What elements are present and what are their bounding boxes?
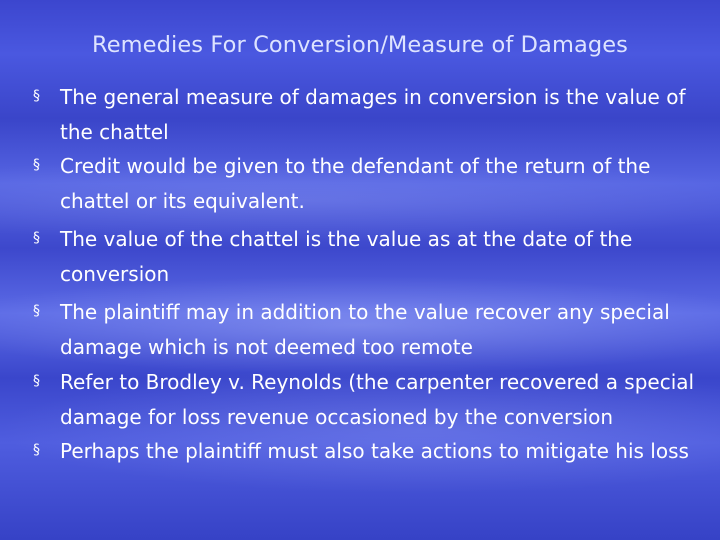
bullet-marker-icon: § bbox=[33, 373, 40, 389]
bullet-item bbox=[30, 149, 710, 218]
bullet-text: The general measure of damages in conversion is the value of the chattel bbox=[60, 85, 686, 144]
bullet-text: Refer to Brodley v. Reynolds (the carpenter recovered a special damage for loss revenue occasioned by the conversion bbox=[60, 370, 695, 429]
bullet-item bbox=[30, 365, 710, 434]
bullet-marker-icon: § bbox=[33, 303, 40, 319]
bullet-text: Perhaps the plaintiff must also take actions to mitigate his loss bbox=[60, 439, 689, 463]
bullet-marker-icon: § bbox=[33, 157, 40, 173]
bullet-text: Credit would be given to the defendant of the return of the chattel or its equivalent. bbox=[60, 154, 651, 213]
bullet-item bbox=[30, 80, 710, 149]
bullet-marker-icon: § bbox=[33, 88, 40, 104]
bullet-item bbox=[30, 434, 710, 469]
bullet-text: The plaintiff may in addition to the value recover any special damage which is not deemed too remote bbox=[60, 300, 670, 359]
bullet-item bbox=[30, 295, 710, 364]
bullet-text: The value of the chattel is the value as at the date of the conversion bbox=[60, 227, 633, 286]
bullet-marker-icon: § bbox=[33, 442, 40, 458]
bullet-marker-icon: § bbox=[33, 230, 40, 246]
bullet-list bbox=[30, 80, 710, 469]
bullet-item bbox=[30, 222, 710, 291]
slide-title: Remedies For Conversion/Measure of Damages bbox=[92, 32, 628, 58]
